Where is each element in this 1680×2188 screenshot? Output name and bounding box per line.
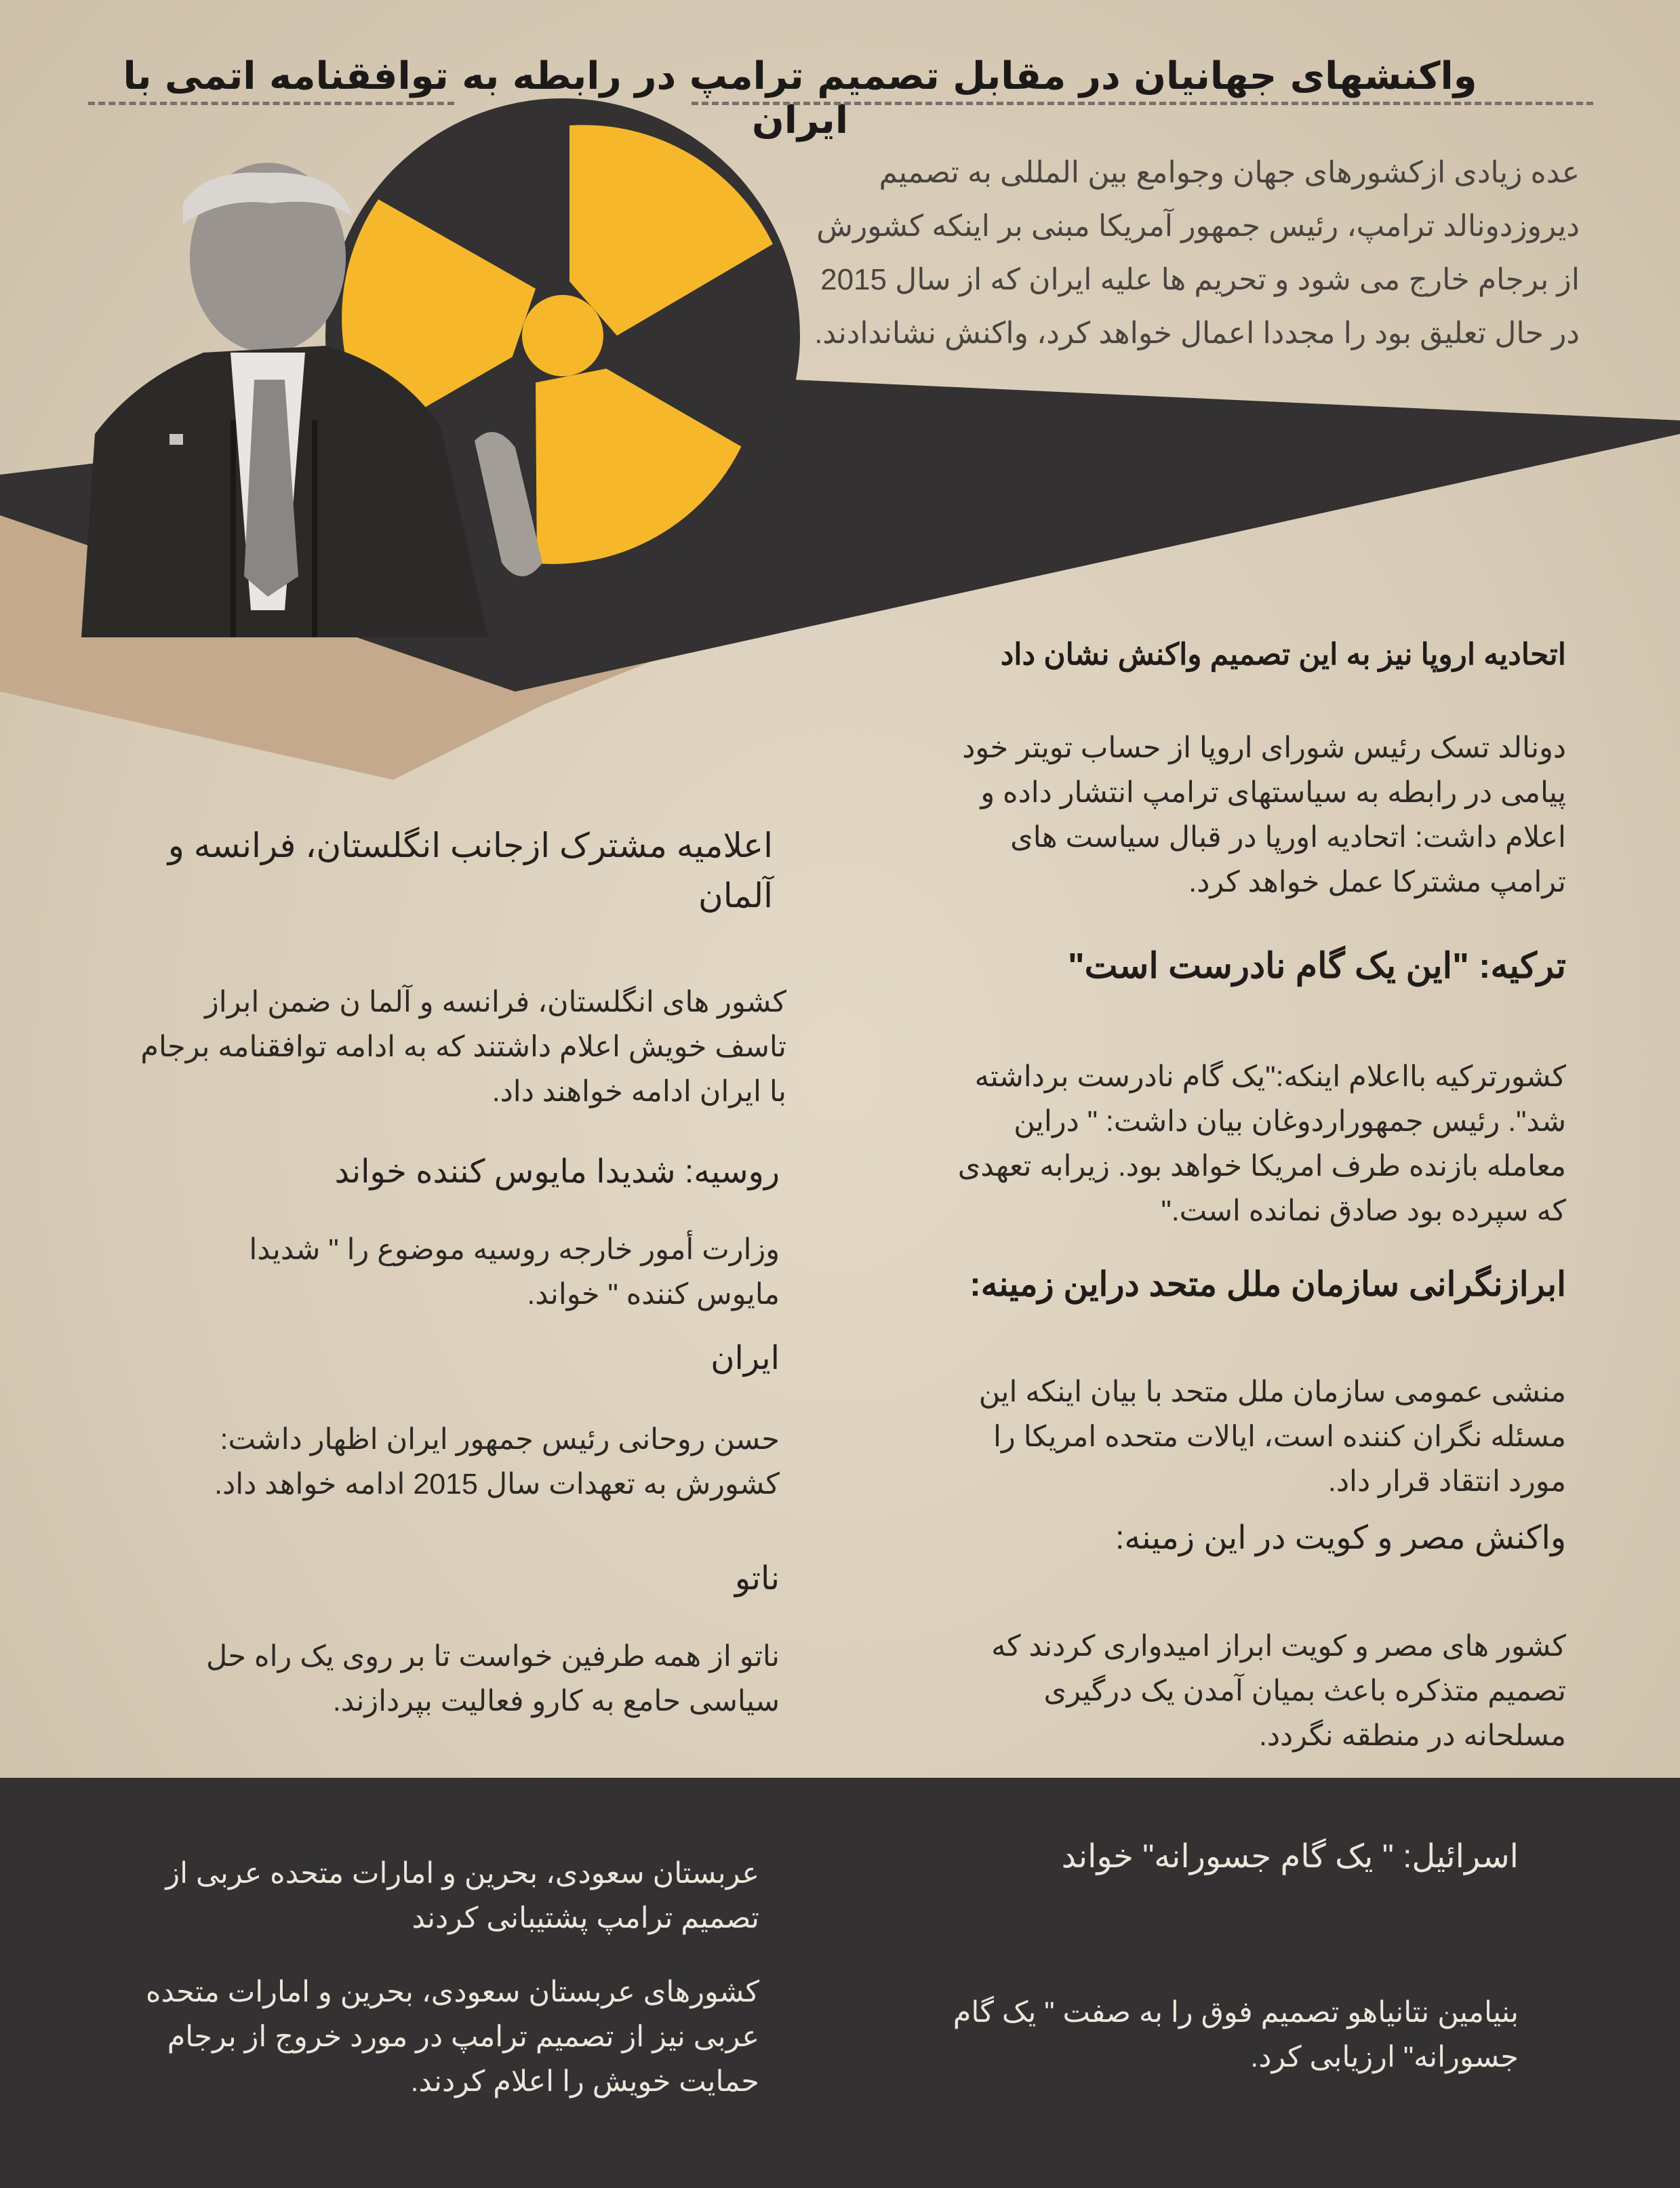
iran-line: کشورش به تعهدات سال 2015 ادامه خواهد داد. [214,1468,780,1500]
nato-paragraph [88,1634,780,1724]
un-paragraph [875,1370,1566,1504]
israel-heading: اسرائیل: " یک گام جسورانه" خواند [1061,1839,1519,1875]
israel-line: جسورانه" ارزیابی کرد. [1250,2041,1519,2073]
divider-left [88,102,454,105]
joint-statement-paragraph [88,980,786,1114]
russia-line: مایوس کننده " خواند. [527,1278,780,1311]
eu-line: پیامی در رابطه به سیاستهای ترامپ انتشار داده و [980,776,1566,809]
intro-line: از برجام خارج می شود و تحریم ها علیه ایران که از سال 2015 [820,263,1580,296]
iran-paragraph [88,1417,780,1507]
turkey-line: شد". رئیس جمهوراردوغان بیان داشت: " دراین [1014,1105,1566,1138]
egypt-kuwait-paragraph [875,1624,1566,1758]
joint-line: با ایران ادامه خواهند داد. [492,1075,786,1108]
nato-heading: ناتو [734,1561,780,1597]
turkey-heading: ترکیه: "این یک گام نادرست است" [1068,947,1566,986]
un-line: مسئله نگران کننده است، ایالات متحده امریکا را [993,1420,1566,1453]
intro-line: دیروزدونالد ترامپ، رئیس جمهور آمریکا مبنی بر اینکه کشورش [816,210,1580,243]
saudi-line: کشورهای عربستان سعودی، بحرین و امارات متحده [145,1976,759,2008]
joint-line: تاسف خویش اعلام داشتند که به ادامه توافقنامه برجام [140,1031,786,1063]
egypt-line: تصمیم متذکره باعث بمیان آمدن یک درگیری [1043,1675,1566,1707]
intro-paragraph [773,146,1580,360]
iran-heading: ایران [711,1340,780,1376]
saudi-paragraph [88,1970,759,2104]
un-line: منشی عمومی سازمان ملل متحد با بیان اینکه این [978,1376,1566,1408]
eu-line: اعلام داشت: اتحادیه اورپا در قبال سیاست های [1010,821,1566,854]
intro-line: در حال تعلیق بود را مجددا اعمال خواهد کرد، واکنش نشاندادند. [814,317,1580,350]
russia-line: وزارت أمور خارجه روسیه موضوع را " شدیدا [249,1233,780,1266]
saudi-heading [88,1851,759,1941]
eu-heading: اتحادیه اروپا نیز به این تصمیم واکنش نشان داد [1000,638,1566,671]
joint-statement-heading: اعلامیه مشترک ازجانب انگلستان، فرانسه و آلمان [167,827,773,915]
eu-line: دونالد تسک رئیس شورای اروپا از حساب تویتر خود [962,732,1566,764]
saudi-heading-line: عربستان سعودی، بحرین و امارات متحده عربی از [165,1857,759,1890]
egypt-line: کشور های مصر و کویت ابراز امیدواری کردند که [991,1630,1566,1663]
saudi-line: حمایت خویش را اعلام کردند. [410,2065,759,2098]
turkey-paragraph [875,1054,1566,1233]
iran-line: حسن روحانی رئیس جمهور ایران اظهار داشت: [220,1423,780,1456]
intro-line: عده زیادی ازکشورهای جهان وجوامع بین المللی به تصمیم [879,156,1580,189]
page-title: واکنشهای جهانیان در مقابل تصمیم ترامپ در رابطه به توافقنامه اتمی با ایران [123,54,1477,142]
israel-paragraph [841,1990,1519,2080]
israel-line: بنیامین نتانیاهو تصمیم فوق را به صفت " یک گام [953,1996,1519,2029]
saudi-heading-line: تصمیم ترامپ پشتیبانی کردند [412,1902,759,1934]
joint-line: کشور های انگلستان، فرانسه و آلما ن ضمن ابراز [204,986,786,1018]
russia-heading: روسیه: شدیدا مایوس کننده خواند [334,1154,780,1190]
turkey-line: معامله بازنده طرف امریکا خواهد بود. زیرابه تعهدی [957,1150,1566,1182]
egypt-line: مسلحانه در منطقه نگردد. [1258,1719,1566,1752]
turkey-line: که سپرده بود صادق نمانده است." [1161,1195,1566,1227]
un-heading: ابرازنگرانی سازمان ملل متحد دراین زمینه: [969,1265,1566,1303]
nato-line: سیاسی حامع به کارو فعالیت بپردازند. [332,1685,780,1717]
eu-line: ترامپ مشترکا عمل خواهد کرد. [1188,866,1566,898]
turkey-line: کشورترکیه بااعلام اینکه:"یک گام نادرست برداشته [974,1060,1566,1093]
saudi-line: عربی نیز از تصمیم ترامپ در مورد خروج از برجام [167,2021,759,2053]
russia-paragraph [88,1227,780,1317]
egypt-kuwait-heading: واکنش مصر و کویت در این زمینه: [1115,1520,1566,1556]
nato-line: ناتو از همه طرفین خواست تا بر روی یک راه حل [205,1640,780,1673]
un-line: مورد انتقاد قرار داد. [1327,1465,1566,1498]
divider-right [692,102,1593,105]
eu-paragraph [875,725,1566,904]
